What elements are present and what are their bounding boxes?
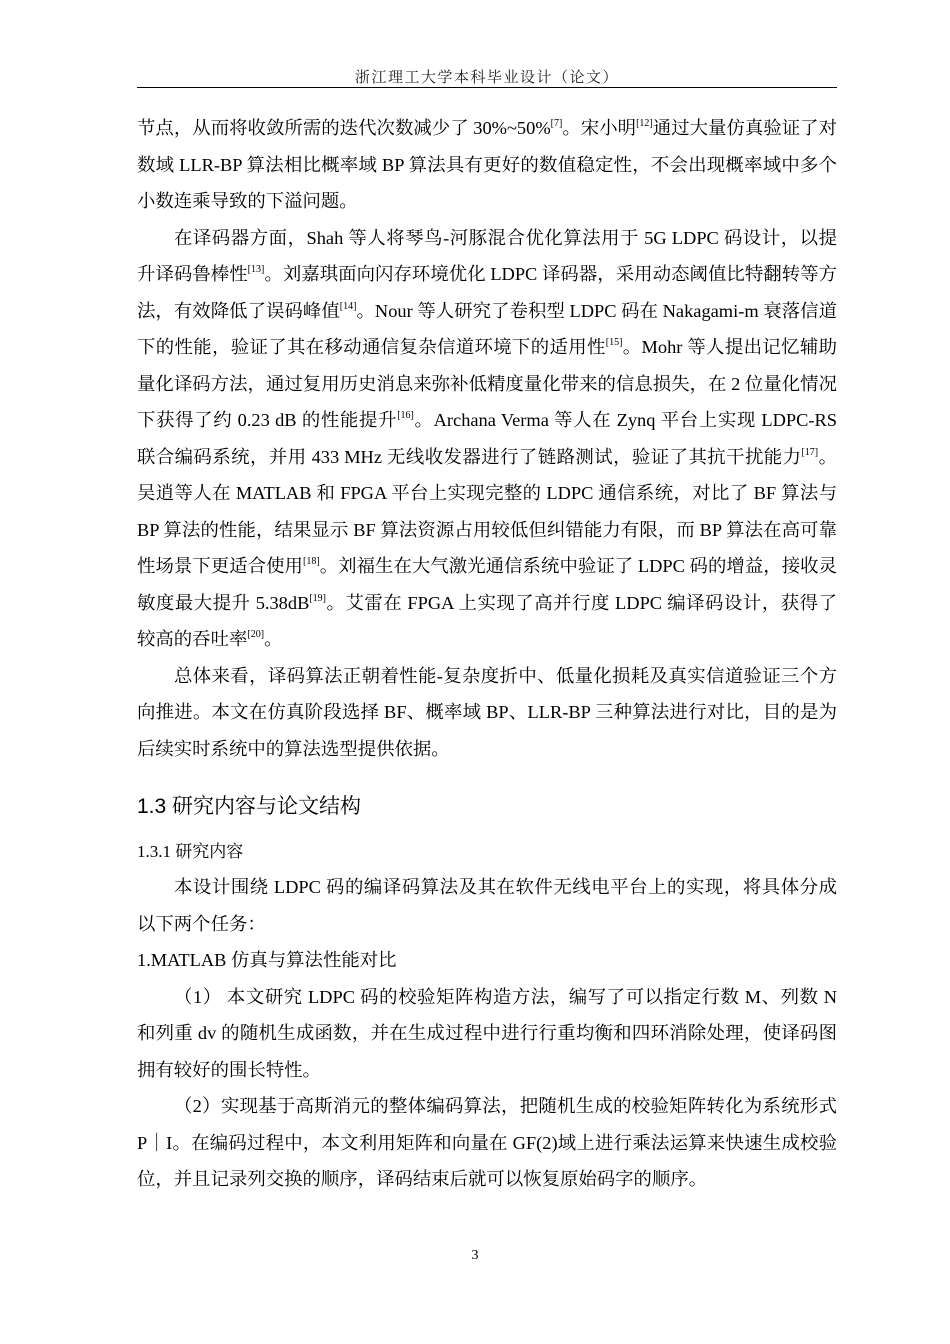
paragraph-text: 。宋小明: [562, 118, 637, 138]
paragraph-text: 。Archana Verma 等人在 Zynq 平台上实现 LDPC-RS 联合编码系统，并用 433 MHz 无线收发器进行了链路测试，验证了其抗干扰能力: [137, 410, 837, 467]
paragraph-text: 。Nour 等人研究了卷积型 LDPC 码在 Nakagami-m 衰落信道下的性能，验证了其在移动通信复杂信道环境下的适用性: [137, 300, 837, 357]
citation: [13]: [247, 264, 265, 275]
paragraph-text: 。Mohr 等人提出记忆辅助量化译码方法，通过复用历史消息来弥补低精度量化带来的信息损失，在 2 位量化情况下获得了约 0.23 dB 的性能提升: [137, 337, 837, 430]
paragraph-text: 。: [264, 629, 283, 649]
page-number: 3: [471, 1248, 479, 1263]
citation: [18]: [302, 556, 320, 567]
paragraph-1: [137, 110, 837, 220]
paragraph-2: [137, 220, 837, 658]
section-heading: 1.3 研究内容与论文结构: [137, 795, 362, 818]
citation: [17]: [801, 446, 819, 458]
list-item-2: （2）实现基于高斯消元的整体编码算法，把随机生成的校验矩阵转化为系统形式 P｜I。在编码过程中，本文利用矩阵和向量在 GF(2)域上进行乘法运算来快速生成校验位，并且记录列交换的顺序，译码结束后就可以恢复原始码字的顺序。: [137, 1096, 837, 1189]
citation: [19]: [309, 592, 327, 604]
task-1-title: 1.MATLAB 仿真与算法性能对比: [137, 950, 397, 970]
paragraph-text: 。刘嘉琪面向闪存环境优化 LDPC 译码器，采用动态阈值比特翻转等方法，有效降低了误码峰值: [137, 264, 837, 321]
citation: [20]: [247, 629, 265, 640]
subsection-heading: 1.3.1 研究内容: [137, 842, 244, 861]
running-header: 浙江理工大学本科毕业设计（论文）: [354, 70, 619, 86]
header-divider: [137, 87, 837, 88]
paragraph-text: 。刘福生在大气激光通信系统中验证了 LDPC 码的增益，接收灵敏度最大提升 5.38dB: [137, 556, 837, 613]
citation: [14]: [339, 300, 357, 312]
citation: [16]: [397, 410, 414, 421]
paragraph-text: 节点，从而将收敛所需的迭代次数减少了 30%~50%: [137, 118, 551, 138]
citation: [12]: [636, 118, 653, 129]
section-intro: 本设计围绕 LDPC 码的编译码算法及其在软件无线电平台上的实现，将具体分成以下两个任务：: [137, 877, 837, 934]
list-item-1: （1） 本文研究 LDPC 码的校验矩阵构造方法，编写了可以指定行数 M、列数 N 和列重 dv 的随机生成函数，并在生成过程中进行行重均衡和四环消除处理，使译码图拥有较好的围长特性。: [137, 986, 837, 1080]
paragraph-text: 。艾雷在 FPGA 上实现了高并行度 LDPC 编译码设计，获得了较高的吞吐率: [137, 592, 838, 649]
citation: [15]: [605, 337, 623, 348]
paragraph-text: 。吴逍等人在 MATLAB 和 FPGA 平台上实现完整的 LDPC 通信系统，对比了 BF 算法与 BP 算法的性能，结果显示 BF 算法资源占用较低但纠错能力有限，而 BP 算法在高可靠性场景下更适合使用: [137, 446, 837, 576]
paragraph-text: 在译码器方面，Shah 等人将琴鸟-河豚混合优化算法用于 5G LDPC 码设计，以提升译码鲁棒性: [137, 227, 837, 284]
citation: [7]: [550, 118, 563, 129]
page-body: [137, 110, 837, 1198]
paragraph-text: 通过大量仿真验证了对数域 LLR-BP 算法相比概率域 BP 算法具有更好的数值稳定性，不会出现概率域中多个小数连乘导致的下溢问题。: [137, 118, 837, 211]
paragraph-3: 总体来看，译码算法正朝着性能-复杂度折中、低量化损耗及真实信道验证三个方向推进。本文在仿真阶段选择 BF、概率域 BP、LLR-BP 三种算法进行对比，目的是为后续实时系统中的算法选型提供依据。: [137, 665, 837, 759]
